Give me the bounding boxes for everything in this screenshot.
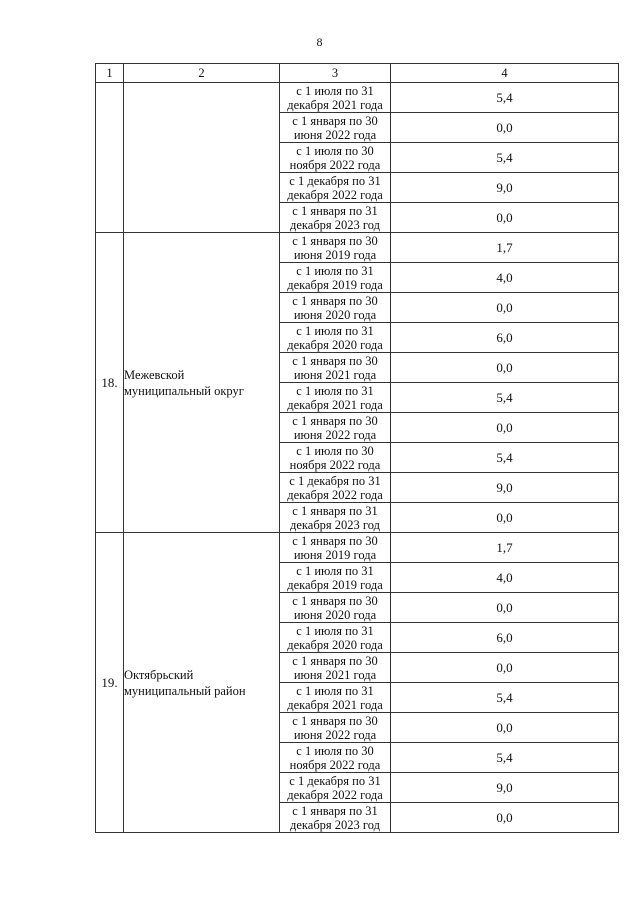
rate-value: 4,0 xyxy=(391,263,619,293)
period-line: декабря 2021 года xyxy=(287,397,383,412)
period-cell xyxy=(280,653,391,683)
period-cell xyxy=(280,263,391,293)
period-line: с 1 января по 30 xyxy=(292,293,378,308)
period-line: декабря 2022 года xyxy=(287,187,383,202)
period-line: с 1 июля по 31 xyxy=(296,683,374,698)
period-cell xyxy=(280,773,391,803)
municipality-name-line: Октябрьский xyxy=(124,667,194,682)
rate-value: 5,4 xyxy=(391,383,619,413)
period-cell xyxy=(280,593,391,623)
rate-value: 1,7 xyxy=(391,233,619,263)
rate-value: 5,4 xyxy=(391,743,619,773)
period-cell xyxy=(280,233,391,263)
period-line: с 1 января по 30 xyxy=(292,113,378,128)
rate-value: 6,0 xyxy=(391,323,619,353)
rates-table xyxy=(95,63,619,833)
table-body xyxy=(96,83,619,833)
period-line: июня 2022 года xyxy=(293,127,377,142)
municipality-name-line: муниципальный округ xyxy=(124,383,244,398)
period-line: с 1 января по 30 xyxy=(292,533,378,548)
period-line: ноября 2022 года xyxy=(289,757,381,772)
period-line: декабря 2021 года xyxy=(287,97,383,112)
rate-value: 9,0 xyxy=(391,773,619,803)
period-line: декабря 2023 год xyxy=(289,217,380,232)
table-header xyxy=(96,64,619,83)
rate-value: 0,0 xyxy=(391,413,619,443)
period-cell xyxy=(280,383,391,413)
period-cell xyxy=(280,203,391,233)
rate-value: 0,0 xyxy=(391,353,619,383)
period-line: декабря 2022 года xyxy=(287,787,383,802)
period-line: декабря 2022 года xyxy=(287,487,383,502)
period-line: июня 2019 года xyxy=(293,247,377,262)
header-col-4: 4 xyxy=(391,64,619,83)
period-line: декабря 2023 год xyxy=(289,817,380,832)
period-line: с 1 июля по 30 xyxy=(296,443,374,458)
period-line: с 1 июля по 30 xyxy=(296,743,374,758)
period-cell xyxy=(280,533,391,563)
period-line: декабря 2020 года xyxy=(287,337,383,352)
period-line: ноября 2022 года xyxy=(289,457,381,472)
period-cell xyxy=(280,293,391,323)
rate-value: 6,0 xyxy=(391,623,619,653)
period-line: с 1 июля по 31 xyxy=(296,323,374,338)
period-cell xyxy=(280,413,391,443)
period-line: с 1 июля по 31 xyxy=(296,563,374,578)
period-line: с 1 января по 30 xyxy=(292,233,378,248)
period-cell xyxy=(280,623,391,653)
period-line: июня 2021 года xyxy=(293,667,377,682)
rate-value: 0,0 xyxy=(391,713,619,743)
period-cell xyxy=(280,563,391,593)
period-line: с 1 января по 31 xyxy=(292,203,378,218)
period-line: с 1 января по 30 xyxy=(292,413,378,428)
period-cell xyxy=(280,323,391,353)
municipality-name xyxy=(124,533,280,833)
rate-value: 9,0 xyxy=(391,173,619,203)
period-line: с 1 декабря по 31 xyxy=(289,173,381,188)
header-col-2: 2 xyxy=(124,64,280,83)
municipality-name-line: Межевской xyxy=(124,367,185,382)
period-line: ноября 2022 года xyxy=(289,157,381,172)
period-line: июня 2019 года xyxy=(293,547,377,562)
municipality-name xyxy=(124,233,280,533)
rate-value: 0,0 xyxy=(391,503,619,533)
period-cell xyxy=(280,503,391,533)
period-cell xyxy=(280,743,391,773)
period-line: с 1 декабря по 31 xyxy=(289,773,381,788)
period-cell xyxy=(280,473,391,503)
period-line: июня 2022 года xyxy=(293,727,377,742)
municipality-name-line: муниципальный район xyxy=(124,683,246,698)
row-number: 18. xyxy=(96,233,124,533)
period-cell xyxy=(280,443,391,473)
period-line: с 1 июля по 31 xyxy=(296,83,374,98)
period-line: с 1 января по 30 xyxy=(292,713,378,728)
period-line: июня 2021 года xyxy=(293,367,377,382)
header-col-1: 1 xyxy=(96,64,124,83)
period-line: июня 2020 года xyxy=(293,607,377,622)
period-line: июня 2020 года xyxy=(293,307,377,322)
period-line: с 1 июля по 31 xyxy=(296,623,374,638)
period-line: с 1 января по 30 xyxy=(292,653,378,668)
rate-value: 5,4 xyxy=(391,683,619,713)
rate-value: 5,4 xyxy=(391,143,619,173)
period-cell xyxy=(280,83,391,113)
period-cell xyxy=(280,803,391,833)
page-number: 8 xyxy=(316,35,323,49)
period-cell xyxy=(280,683,391,713)
period-line: с 1 января по 31 xyxy=(292,803,378,818)
rate-value: 0,0 xyxy=(391,653,619,683)
table-row xyxy=(96,533,619,563)
rate-value: 5,4 xyxy=(391,83,619,113)
rate-value: 0,0 xyxy=(391,113,619,143)
municipality-name xyxy=(124,83,280,233)
period-line: декабря 2020 года xyxy=(287,637,383,652)
rate-value: 9,0 xyxy=(391,473,619,503)
period-line: с 1 июля по 31 xyxy=(296,263,374,278)
row-number xyxy=(96,83,124,233)
period-line: с 1 декабря по 31 xyxy=(289,473,381,488)
period-line: с 1 января по 30 xyxy=(292,353,378,368)
period-line: декабря 2019 года xyxy=(287,577,383,592)
period-cell xyxy=(280,353,391,383)
period-cell xyxy=(280,173,391,203)
header-col-3: 3 xyxy=(280,64,391,83)
rate-value: 0,0 xyxy=(391,293,619,323)
period-line: декабря 2019 года xyxy=(287,277,383,292)
period-cell xyxy=(280,113,391,143)
rate-value: 0,0 xyxy=(391,203,619,233)
period-cell xyxy=(280,713,391,743)
period-line: декабря 2023 год xyxy=(289,517,380,532)
period-line: с 1 июля по 30 xyxy=(296,143,374,158)
rate-value: 0,0 xyxy=(391,593,619,623)
period-line: с 1 января по 30 xyxy=(292,593,378,608)
rate-value: 0,0 xyxy=(391,803,619,833)
header-row xyxy=(96,64,619,83)
period-line: июня 2022 года xyxy=(293,427,377,442)
period-cell xyxy=(280,143,391,173)
period-line: декабря 2021 года xyxy=(287,697,383,712)
period-line: с 1 января по 31 xyxy=(292,503,378,518)
rate-value: 1,7 xyxy=(391,533,619,563)
table-row xyxy=(96,233,619,263)
rate-value: 5,4 xyxy=(391,443,619,473)
table-row xyxy=(96,83,619,113)
row-number: 19. xyxy=(96,533,124,833)
period-line: с 1 июля по 31 xyxy=(296,383,374,398)
rate-value: 4,0 xyxy=(391,563,619,593)
